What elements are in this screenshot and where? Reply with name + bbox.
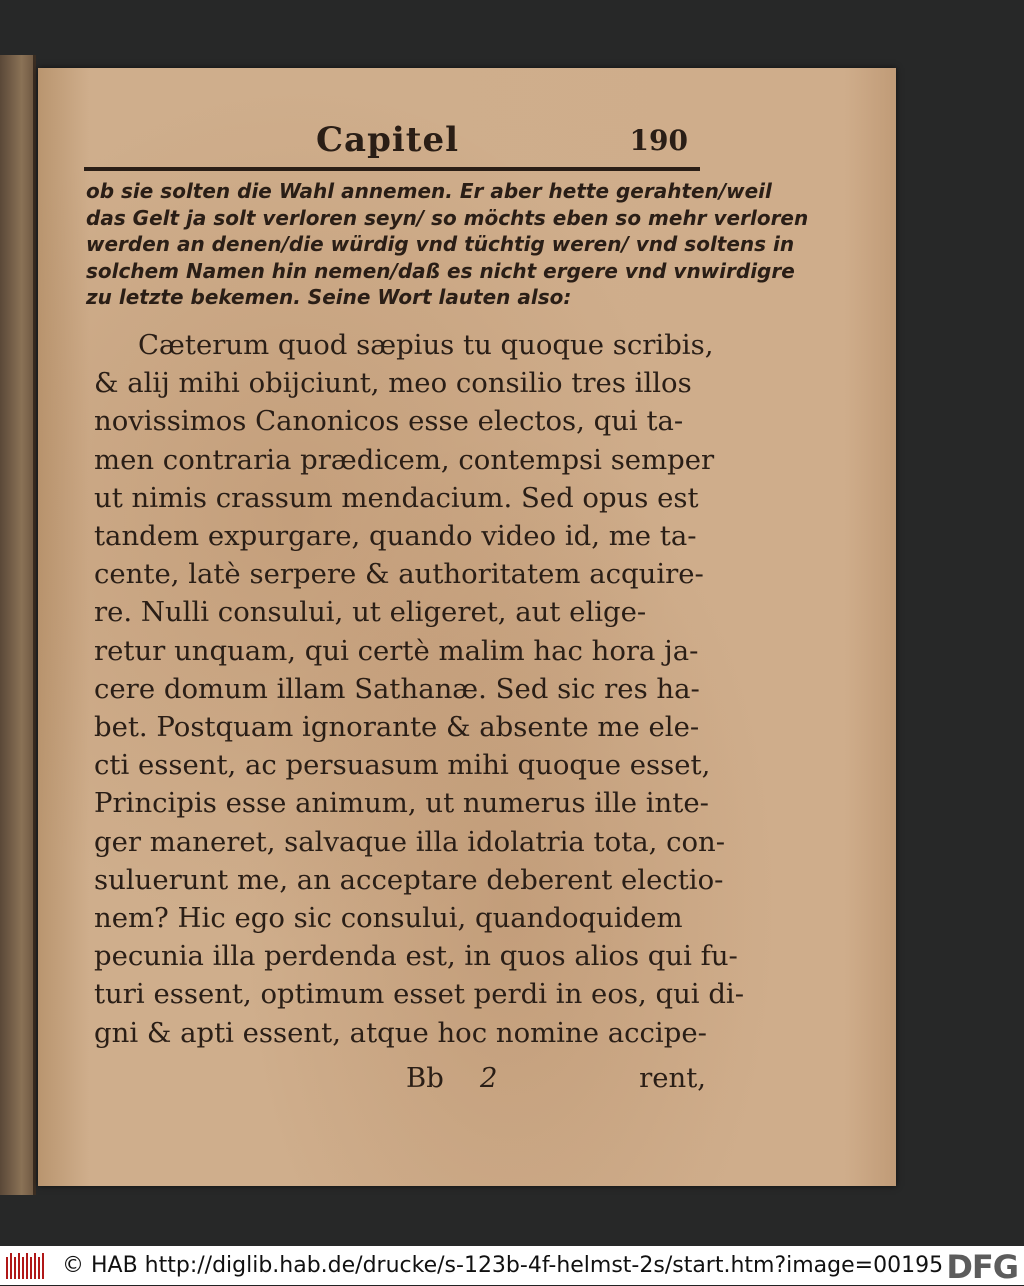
text-line: cti essent, ac persuasum mihi quoque esset, [94,749,711,782]
german-paragraph [86,178,809,311]
signature-number: 2 [480,1062,498,1094]
text-line: zu letzte bekemen. Seine Wort lauten also: [86,285,572,309]
page-gutter [33,55,36,1195]
latin-quotation [94,326,745,1052]
text-line: pecunia illa perdenda est, in quos alios qui fu- [94,940,738,973]
barcode-icon [6,1253,46,1279]
header-rule [84,167,700,171]
text-line: nem? Hic ego sic consului, quandoquidem [94,902,683,935]
signature-mark: Bb [406,1062,444,1094]
text-line: Principis esse animum, ut numerus ille inte- [94,787,709,820]
text-line: tandem expurgare, quando video id, me ta- [94,520,697,553]
text-line: cere domum illam Sathanæ. Sed sic res ha- [94,672,700,705]
text-line: novissimos Canonicos esse electos, qui ta- [94,405,684,438]
dfg-logo: DFG [946,1248,1018,1286]
running-title: Capitel [316,120,460,160]
text-line: re. Nulli consului, ut eligeret, aut elige- [94,596,647,629]
text-line: suluerunt me, an acceptare deberent electio- [94,863,724,896]
text-line: das Gelt ja solt verloren seyn/ so möchts eben so mehr verloren [86,205,809,230]
text-line: gni & apti essent, atque hoc nomine accipe- [94,1016,707,1049]
text-line: retur unquam, qui certè malim hac hora ja- [94,634,699,667]
text-line: ob sie solten die Wahl annemen. Er aber hette gerahten/weil [86,179,772,203]
catch-line [94,1062,706,1102]
text-line: Cæterum quod sæpius tu quoque scribis, [138,329,714,361]
text-line: turi essent, optimum esset perdi in eos, qui di- [94,978,745,1011]
text-line: bet. Postquam ignorante & absente me ele- [94,711,700,744]
text-line: cente, latè serpere & authoritatem acquire- [94,558,704,591]
page-header [84,120,696,164]
text-line: ut nimis crassum mendacium. Sed opus est [94,481,699,514]
text-line: ger maneret, salvaque illa idolatria tota, con- [94,825,726,858]
text-line: men contraria prædicem, contempsi semper [94,443,715,476]
catchword: rent, [639,1062,706,1094]
copyright-url[interactable]: © HAB http://diglib.hab.de/drucke/s-123b-4f-helmst-2s/start.htm?image=00195 [62,1253,944,1278]
text-line: werden an denen/die würdig vnd tüchtig weren/ vnd soltens in [86,232,795,256]
text-line: & alij mihi obijciunt, meo consilio tres illos [94,367,692,400]
page-number: 190 [629,124,688,157]
facing-page-edge [0,55,36,1195]
text-line: solchem Namen hin nemen/daß es nicht ergere vnd vnwirdigre [86,258,795,283]
viewer-footer [0,1246,1024,1285]
